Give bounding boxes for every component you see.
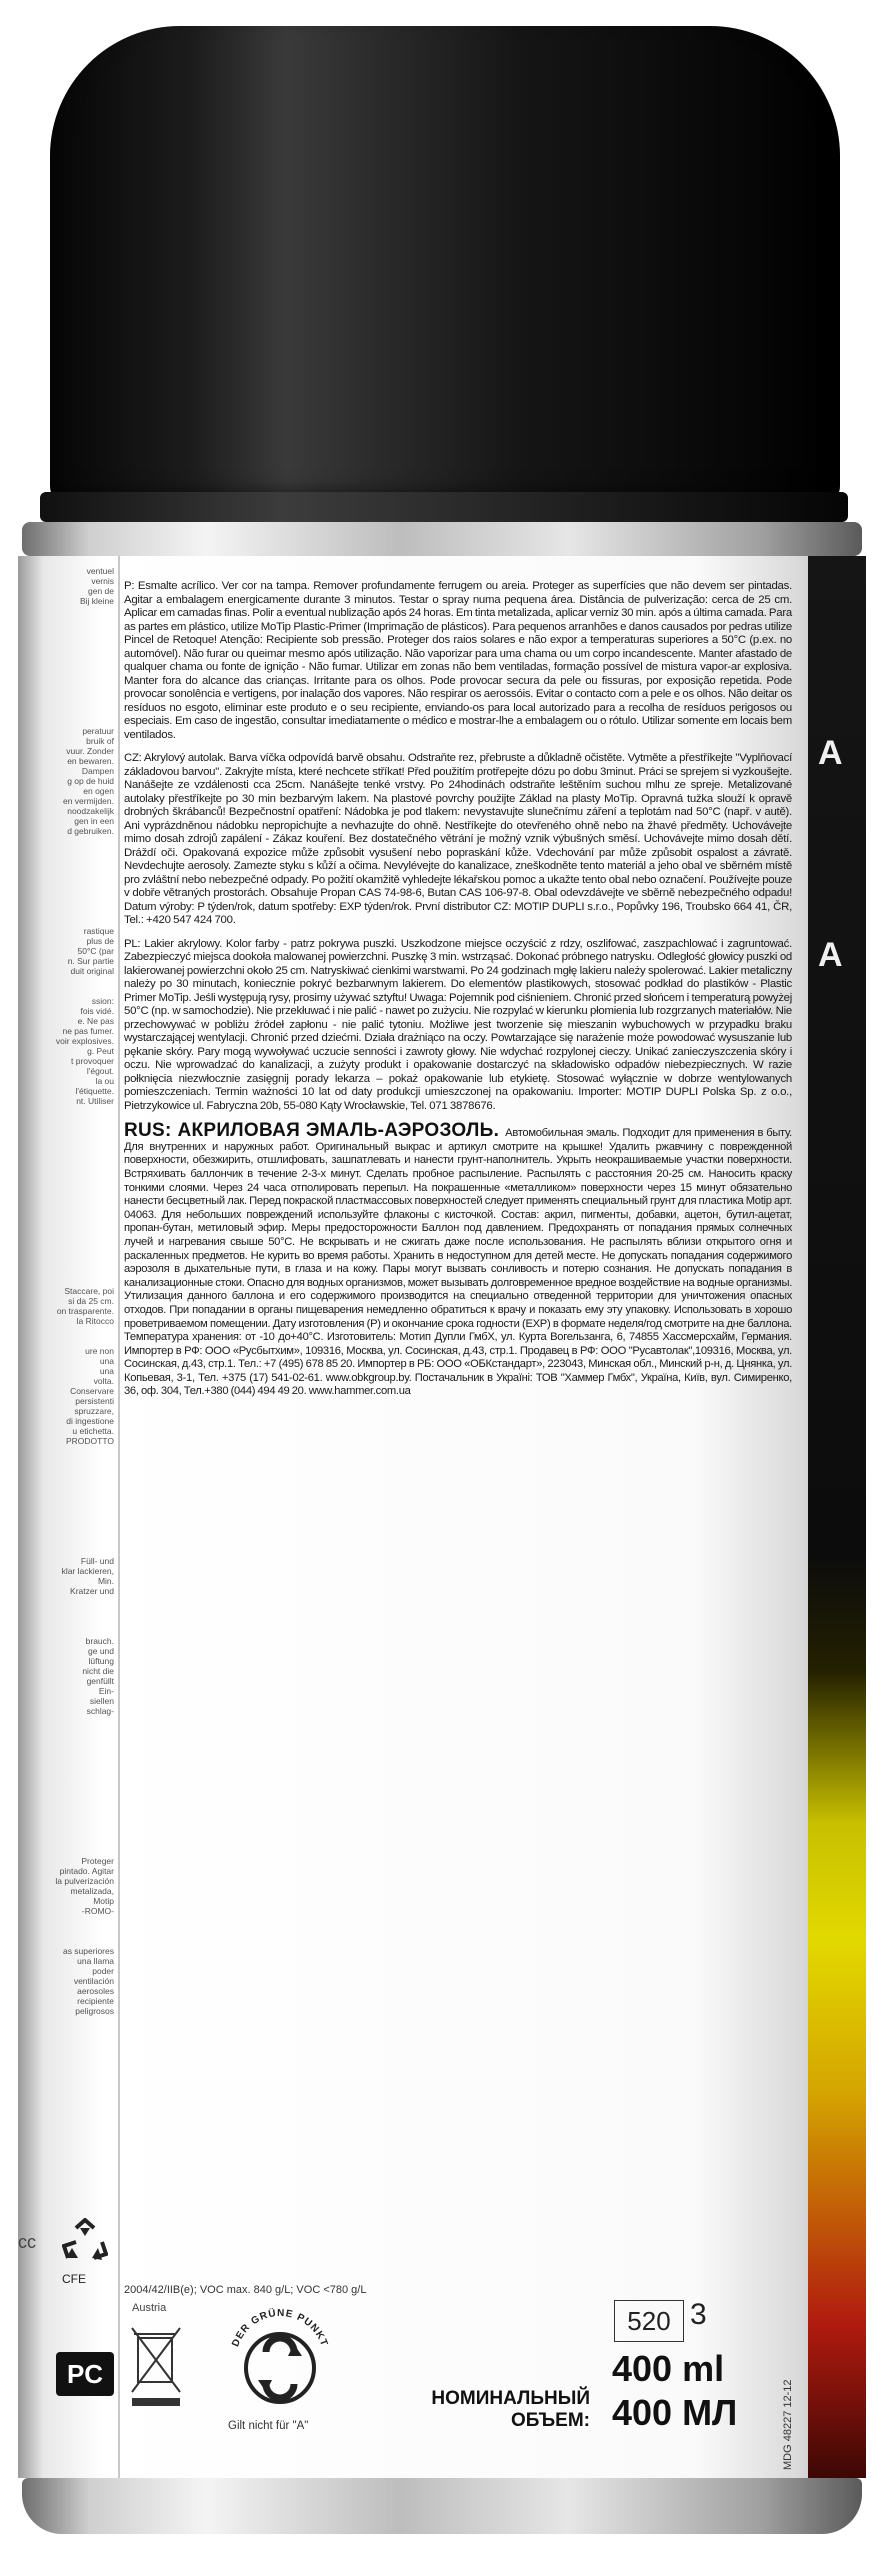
text-pl: PL: Lakier akrylowy. Kolor farby - patrz pokrywa puszki. Uszkodzone miejsce oczyścić z rdzy, oszlifować, zaszpachlować i zagruntować. Zabezpieczyć miejsca dookoła malowanej powierzchni. Puszkę 3 min. wstrząsać. Dokonać próbnego natrysku. Odległość głowicy puszki od lakierowanej powierzchni około 25 cm. Natryskiwać cienkimi warstwami. Po 24 godzinach mgłę lakieru należy spolerować. Lakier metaliczny należy po 30 minutach, koniecznie pokryć bezbarwnym lakierem. Do elementów plastikowych, stosować podkład do plastików - Plastic Primer MoTip. Jeśli występują rysy, prosimy używać sztyftu! Uwaga: Pojemnik pod ciśnieniem. Chronić przed słońcem i temperaturą powyżej 50°C (np. w samochodzie). Nie przekłuwać i nie palić - nawet po zużyciu. Nie rozpylać w kierunku płomienia lub rozgrzanych materiałów. Nie przechowywać w pobliżu źródeł zapłonu - nie palić tytoniu. Możliwe jest tworzenie się mieszanin wybuchowych w przypadku braku wystarczającej wentylacji. Chronić przed dziećmi. Działa drażniąco na oczy. Powtarzające się narażenie może powodować wysuszanie lub pękanie skóry. Pary mogą wywoływać uczucie senności i zawroty głowy. Nie wdychać rozpylonej cieczy. Unikać zanieczyszczenia skóry i oczu. Nie wprowadzać do kanalizacji, a zużyty produkt i opakowanie dostarczyć na składowisko odpadów niebezpiecznych. W razie połknięcia niezwłocznie zasięgnij porady lekarza – pokaż opakowanie lub etykietę. Stosować wyłącznie w dobrze wentylowanych pomieszczeniach. Termin ważności 10 lat od daty produkcji umieszczonej na opakowaniu. Importer: MOTIP DUPLI Polska Sp. z o.o., Pietrzykowice ul. Fabryczna 20b, 55-080 Kąty Wrocławskie, Tel. 071 3878676.: [124, 937, 792, 1112]
wrap-fragment: as superiores una llama poder ventilación aerosoles recipiente peligrosos: [62, 1946, 114, 2016]
text-cz: CZ: Akrylový autolak. Barva víčka odpovídá barvě obsahu. Odstraňte rez, přebruste a důkladně očistěte. Vytměte a přestříkejte "Vyplňovací základovou barvou". Zakryjte místa, které nechcete stříkat! Před použitím protřepejte dózu po dobu 3minut. Práci se sprejem si vyzkoušejte. Nanášejte ze vzdálenosti cca 25cm. Nanášejte tenké vrstvy. Po 24hodinách odstraňte leštěním suchou mlhu ze spreje. Metalizované autolaky přestříkejte po 30 min bezbarvým lakem. Na plastové povrchy použijte Základ na plasty MoTip. Opravná tužka slouží k opravě drobných škrábanců! Bezpečnostní opatření: Nádobka je pod tlakem: nevystavujte slunečnímu záření a teplotám nad 50°C (např. v autě). Ani vyprázdněnou nádobku nepropichujte a nevhazujte do ohně. Nestříkejte do otevřeného ohně nebo na žhavé předměty. Uchovávejte mimo dosah zdrojů zapálení - Zákaz kouření. Bez dostatečného větrání je možný vznik výbušných směsí. Uchovávejte mimo dosah dětí. Dráždí oči. Opakovaná expozice může způsobit vysušení nebo popraskání kůže. Vdechování par může způsobit ospalost a závratě. Nevdechujte aerosoly. Zamezte styku s kůží a očima. Nevylévejte do kanalizace, zneškodněte tento materiál a jeho obal ve sběrném místě pro zvláštní nebo nebezpečné odpady. Po požití okamžitě vyhledejte lékařskou pomoc a ukažte tento obal nebo označení. Používejte pouze v dobře větraných prostorách. Obsahuje Propan CAS 74-98-6, Butan CAS 106-97-8. Obal odevzdávejte ve sběrně nebezpečného odpadu! Datum výroby: P týden/rok, datum spotřeby: EXP týden/rok. První distributor CZ: MOTIP DUPLI s.r.o., Popůvky 196, Troubsko 664 41, ČR, Tel.: +420 547 424 700.: [124, 752, 792, 926]
label-divider: [118, 556, 120, 2478]
wrap-fragment: peratuur bruik of vuur. Zonder en bewaren. Dampen g op de huid en ogen en vermijden. noodzakelijk gen in een d gebruiken.: [62, 726, 114, 836]
green-dot-caption: Gilt nicht für "A": [228, 2420, 309, 2432]
wrap-fragment: ssion: fois vidé. e. Ne pas ne pas fumer. voir explosives. g. Peut t provoquer l'égout. la ou l'étiquette. nt. Utiliser: [55, 996, 114, 1106]
green-dot-text: DER GRÜNE PUNKT: [230, 2307, 330, 2349]
rus-heading: RUS: АКРИЛОВАЯ ЭМАЛЬ-АЭРОЗОЛЬ.: [124, 1120, 500, 1142]
cfe-label: CFE: [62, 2272, 86, 2286]
left-wrap-text: [18, 556, 118, 2478]
wrap-fragment: rastique plus de 50°C (par n. Sur partie duit original: [67, 926, 114, 976]
product-code-suffix: 3: [690, 2298, 707, 2331]
panel-letter: A: [818, 734, 843, 772]
svg-text:DER GRÜNE PUNKT: [230, 2306, 329, 2348]
spray-can-cap: [50, 26, 840, 506]
wrap-fragment: ure non una una volta. Conservare persistenti spruzzare, di ingestione u etichetta. PRODOTTO: [65, 1346, 114, 1446]
cc-mark: cc: [18, 2232, 36, 2252]
cap-rim-band: [40, 492, 848, 522]
wrap-fragment: ventuel vernis gen de Bij kleine: [79, 566, 114, 606]
volume-cyrillic: 400 МЛ: [612, 2392, 738, 2433]
product-code: 520: [614, 2300, 684, 2342]
batch-code: MDG 48227 12-12: [782, 2379, 794, 2470]
wrap-fragment: Füll- und klar lackieren, Min. Kratzer und: [61, 1556, 114, 1596]
rus-body: Автомобильная эмаль. Подходит для применения в быту. Для внутренних и наружных работ. Оригинальный выкрас и артикул смотрите на крышке! Удалить ржавчину с поврежденной поверхности, обезжирить, отшлифовать, зашпатлевать и нанести грунт-наполнитель. Укрыть неокрашиваемые участки поверхности. Встряхивать баллончик в течение 2-3-х минут. Сделать пробное распыление. Распылять с расстояния 20-25 см. Наносить краску тонкими слоями. Через 24 часа отполировать перепыл. На покрашенные «металликом» поверхности через 15 минут обязательно нанести бесцветный лак. Перед покраской пластмассовых поверхностей следует применять специальный грунт для пластика Motip арт. 04063. Для небольших повреждений используйте флаконы с кисточкой. Состав: акрил, пигменты, добавки, ацетон, бутил-ацетат, пропан-бутан, метиловый эфир. Меры предосторожности Баллон под давлением. Предохранять от попадания прямых солнечных лучей и нагревания свыше 50°С. Не вскрывать и не сжигать даже после использования. Не распылять вблизи открытого огня и раскаленных предметов. Не курить во время работы. Хранить в недоступном для детей месте. Не допускать попадания содержимого аэрозоля в дыхательные пути, в глаза и на кожу. Пары могут вызвать сонливость и потерю сознания. Не допускать попадания в канализационные стоки. Опасно для водных организмов, может вызывать долговременное вредное воздействие на водные организмы. Утилизация данного баллона и его содержимого производится на специально отведенной территории для уничтожения опасных отходов. При попадании в органы пищеварения немедленно обратиться к врачу и показать ему эту упаковку. Использовать в хорошо проветриваемом помещении. Дату изготовления (P) и окончание срока годности (EXP) в формате неделя/год смотрите на дне баллона. Температура хранения: от -10 до+40°С. Изготовитель: Мотип Дупли ГмбХ, ул. Курта Вогельзанга, 6, 74855 Хассмерсхайм, Германия. Импортер в РФ: ООО «Русбытхим», 109316, Москва, ул. Сосинская, д.43, стр.1. Продавец в РФ: ООО "Русавтолак",109316, Москва, ул. Сосинская, д.43, стр.1. Тел.: +7 (495) 678 85 20. Импортер в РБ: ООО «ОБКстандарт», 223043, Минская обл., Минский р-н, д. Цнянка, ул. Копьевая, 3-1, Тел. +375 (17) 541-02-61. www.obkgroup.by. Постачальник в Україні: ТОВ "Хаммер Гмбх", Україна, Київ, вул. Симиренко, 36, оф. 304, Тел.+380 (044) 494 49 20. www.hammer.com.ua: [124, 1127, 792, 1398]
nominal-volume-label: НОМИНАЛЬНЫЙ ОБЪЕМ:: [431, 2388, 590, 2431]
text-rus: [124, 1120, 792, 1399]
label-text-area: [124, 580, 792, 1410]
wrap-fragment: brauch. ge und lüftung nicht die genfüllt Ein- siellen schlag-: [82, 1636, 114, 1716]
volume-latin: 400 ml: [612, 2348, 725, 2389]
wrap-fragment: Proteger pintado. Agitar la pulverización metalizada, Motip -ROMO-: [55, 1856, 114, 1916]
text-pt: P: Esmalte acrílico. Ver cor na tampa. Remover profundamente ferrugem ou areia. Proteger as superfícies que não devem ser pintadas. Agitar a embalagem energicamente durante 3 minutos. Testar o spray numa pequena área. Distância de pulverização: cerca de 25 cm. Aplicar em camadas finas. Polir a eventual nublização após 24 horas. Em tinta metalizada, aplicar verniz 30 min. após a última camada. Para as partes em plástico, utilize MoTip Plastic-Primer (Imprimação de plásticos). Para pequenos arranhões e danos causados por pedras utilize Pincel de Retoque! Atenção: Recipiente sob pressão. Proteger dos raios solares e não expor a temperaturas superiores a 50°C (p.ex. no automóvel). Não furar ou queimar mesmo após utilização. Não vaporizar para uma chama ou um corpo incandescente. Manter afastado de qualquer chama ou fonte de ignição - Não fumar. Utilizar em zonas não bem ventiladas, formação possível de mistura vapor-ar explosiva. Manter fora do alcance das crianças. Irritante para os olhos. Pode provocar secura da pele ou fissuras, por exposição repetida. Pode provocar sonolência e vertigens, por inalação dos vapores. Não respirar os aerossóis. Evitar o contacto com a pele e os olhos. Não deitar os resíduos no esgoto, eliminar este produto e o seu recipiente, enviando-os para local autorizado para a recolha de resíduos perigosos ou especiais. Em caso de ingestão, consultar imediatamente o médico e mostrar-lhe a embalagem ou o rótulo. Utilizar somente em locais bem ventilados.: [124, 580, 792, 741]
right-design-panel: [808, 556, 866, 2478]
green-dot-icon: [220, 2300, 340, 2420]
austria-label: Austria: [132, 2302, 167, 2314]
can-bottom-rim: [22, 2478, 862, 2534]
crossed-bin-icon: [128, 2320, 184, 2410]
recycle-icon: [62, 2218, 108, 2266]
voc-info: 2004/42/IIB(e); VOC max. 840 g/L; VOC <780 g/L: [124, 2284, 367, 2296]
wrap-fragment: Staccare, poi si da 25 cm. on trasparente. la Ritocco: [56, 1286, 114, 1326]
panel-letter: A: [818, 936, 843, 974]
pct-certification-logo: PC: [56, 2352, 114, 2396]
can-top-rim: [22, 522, 862, 556]
